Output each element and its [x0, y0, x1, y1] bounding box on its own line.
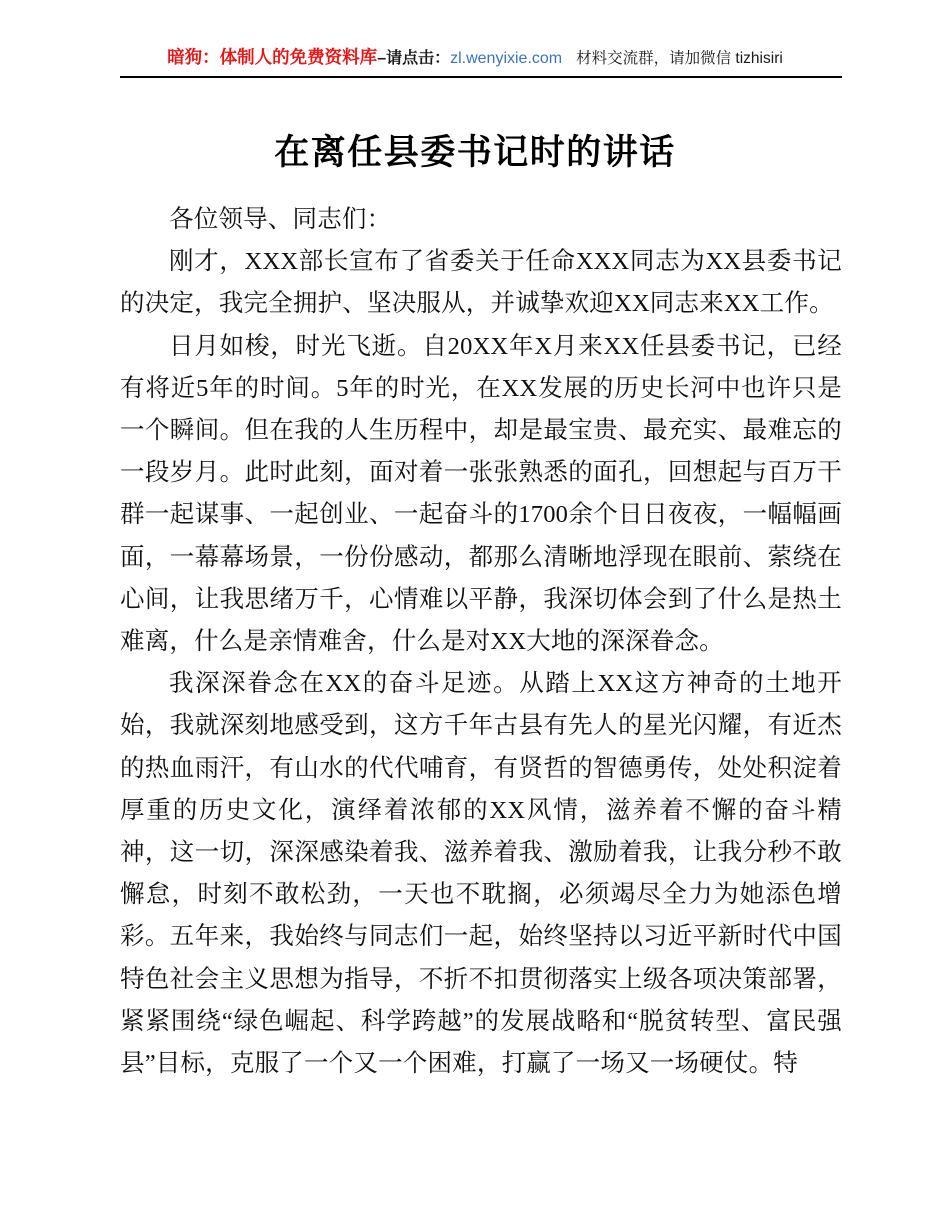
document-title: 在离任县委书记时的讲话 [274, 133, 676, 172]
promo-header-line [0, 46, 950, 70]
header-divider-rule [120, 76, 842, 78]
paragraph-salutation: 各位领导、同志们： [169, 206, 392, 233]
paragraph-2: 日月如梭，时光飞逝。自20XX年X月来XX任县委书记，已经有将近5年的时间。5年的时光，在XX发展的历史长河中也许只是一个瞬间。但在我的人生历程中，却是最宝贵、最充实、最难忘的一段岁月。此时此刻，面对着一张张熟悉的面孔，回想起与百万干群一起谋事、一起创业、一起奋斗的1700余个日日夜夜，一幅幅画面，一幕幕场景，一份份感动，都那么清晰地浮现在眼前、萦绕在心间，让我思绪万千，心情难以平静，我深切体会到了什么是热土难离，什么是亲情难舍，什么是对XX大地的深深眷念。 [120, 332, 842, 656]
promo-brand-text: 暗狗：体制人的免费资料库 [167, 47, 378, 67]
paragraph-1: 刚才，XXX部长宣布了省委关于任命XXX同志为XX县委书记的决定，我完全拥护、坚决服从，并诚挚欢迎XX同志来XX工作。 [120, 248, 842, 318]
document-body [120, 199, 842, 1085]
promo-wechat-text: 材料交流群，请加微信 tizhisiri [576, 50, 783, 67]
paragraph-3: 我深深眷念在XX的奋斗足迹。从踏上XX这方神奇的土地开始，我就深刻地感受到，这方千年古县有先人的星光闪耀，有近杰的热血雨汗，有山水的代代哺育，有贤哲的智德勇传，处处积淀着厚重的历史文化，演绎着浓郁的XX风情，滋养着不懈的奋斗精神，这一切，深深感染着我、滋养着我、激励着我，让我分秒不敢懈怠，时刻不敢松劲，一天也不耽搁，必须竭尽全力为她添色增彩。五年来，我始终与同志们一起，始终坚持以习近平新时代中国特色社会主义思想为指导，不折不扣贯彻落实上级各项决策部署，紧紧围绕“绿色崛起、科学跨越”的发展战略和“脱贫转型、富民强县”目标，克服了一个又一个困难，打赢了一场又一场硬仗。特 [120, 670, 842, 1078]
promo-prompt-text: –请点击： [377, 50, 451, 67]
promo-website-link[interactable]: zl.wenyixie.com [450, 50, 563, 67]
promo-header-band [0, 46, 950, 80]
